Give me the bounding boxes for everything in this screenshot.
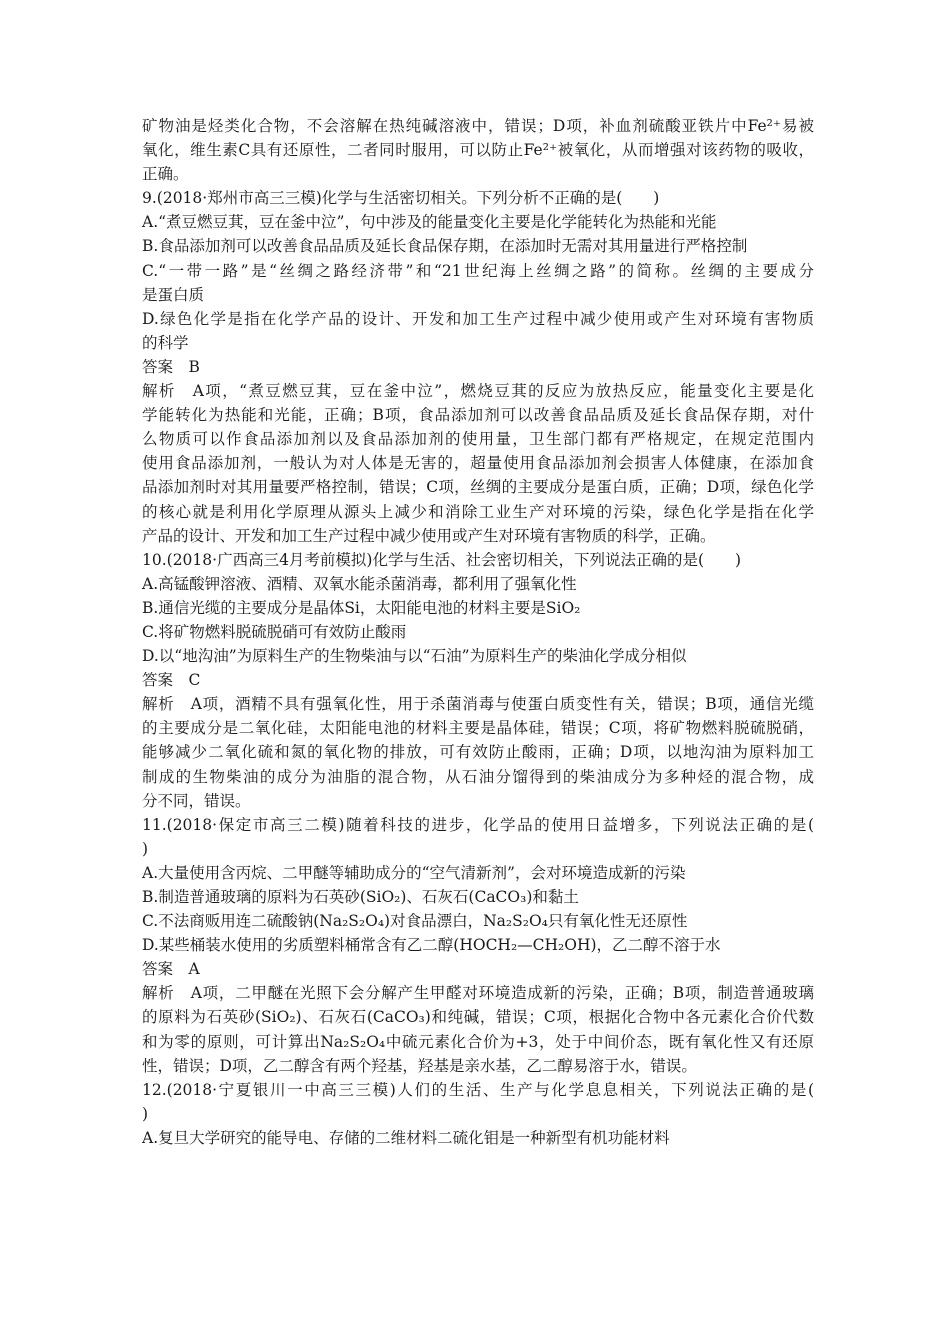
answer-10: 答案 C [142, 671, 201, 690]
question-9-stem: 9.(2018·郑州市高三三模)化学与生活密切相关。下列分析不正确的是( ) [142, 189, 660, 208]
analysis-line: 产品的设计、开发和加工生产过程中减少使用或产生对环境有害物质的科学，正确。 [142, 526, 716, 545]
analysis-line: 么物质可以作食品添加剂以及食品添加剂的使用量，卫生部门都有严格规定，在规定范围内 [142, 430, 814, 449]
analysis-line: 学能转化为热能和光能，正确；B项，食品添加剂可以改善食品品质及延长食品保存期，对什 [142, 406, 814, 425]
option-c: C.将矿物燃料脱硫脱硝可有效防止酸雨 [142, 622, 407, 641]
analysis-line: 的原料为石英砂(SiO₂)、石灰石(CaCO₃)和纯碱，错误；C项，根据化合物中各元素化合价代数 [142, 1008, 814, 1027]
option-b: B.食品添加剂可以改善食品品质及延长食品保存期，在添加时无需对其用量进行严格控制 [142, 237, 748, 256]
option-a: A.“煮豆燃豆萁，豆在釜中泣”，句中涉及的能量变化主要是化学能转化为热能和光能 [142, 213, 717, 232]
option-c: C.不法商贩用连二硫酸钠(Na₂S₂O₄)对食品漂白，Na₂S₂O₄只有氧化性无还原性 [142, 912, 688, 931]
option-a: A.高锰酸钾溶液、酒精、双氧水能杀菌消毒，都利用了强氧化性 [142, 574, 577, 593]
analysis-line: 能够减少二氧化硫和氮的氧化物的排放，可有效防止酸雨，正确；D项，以地沟油为原料加工 [142, 743, 814, 762]
analysis-line: 和为零的原则，可计算出Na₂S₂O₄中硫元素化合价为+3，处于中间价态，既有氧化性又有还原 [142, 1032, 814, 1051]
analysis-line: 的核心就是利用化学原理从源头上减少和消除工业生产对环境的污染，绿色化学是指在化学 [142, 502, 814, 521]
option-d-cont: 的科学 [142, 333, 189, 352]
answer-11: 答案 A [142, 960, 200, 979]
analysis-11: 解析 A项，二甲醚在光照下会分解产生甲醛对环境造成新的污染，正确；B项，制造普通玻璃 [142, 984, 814, 1003]
option-d: D.某些桶装水使用的劣质塑料桶常含有乙二醇(HOCH₂—CH₂OH)，乙二醇不溶于水 [142, 936, 721, 955]
text-line: 氧化，维生素C具有还原性，二者同时服用，可以防止Fe²⁺被氧化，从而增强对该药物的吸收， [142, 141, 814, 160]
analysis-line: 分不同，错误。 [142, 791, 251, 810]
answer-9: 答案 B [142, 357, 200, 376]
option-d: D.以“地沟油”为原料生产的生物柴油与以“石油”为原料生产的柴油化学成分相似 [142, 647, 687, 666]
option-a: A.大量使用含丙烷、二甲醚等辅助成分的“空气清新剂”，会对环境造成新的污染 [142, 863, 686, 882]
analysis-line: 性，错误；D项，乙二醇含有两个羟基，羟基是亲水基，乙二醇易溶于水，错误。 [142, 1056, 697, 1075]
text-line: 矿物油是烃类化合物，不会溶解在热纯碱溶液中，错误；D项，补血剂硫酸亚铁片中Fe²⁺易被 [142, 117, 814, 135]
option-b: B.制造普通玻璃的原料为石英砂(SiO₂)、石灰石(CaCO₃)和黏土 [142, 888, 579, 906]
question-11-stem-cont: ) [142, 839, 149, 858]
text-line: 正确。 [142, 165, 189, 184]
analysis-9: 解析 A项，“煮豆燃豆萁，豆在釜中泣”，燃烧豆萁的反应为放热反应，能量变化主要是化 [142, 382, 814, 401]
option-b: B.通信光缆的主要成分是晶体Si，太阳能电池的材料主要是SiO₂ [142, 598, 581, 617]
analysis-line: 使用食品添加剂，一般认为对人体是无害的，超量使用食品添加剂会损害人体健康，在添加食 [142, 454, 814, 473]
question-12-stem-cont: ) [142, 1104, 149, 1123]
option-c-cont: 是蛋白质 [142, 285, 205, 304]
question-12-stem: 12.(2018·宁夏银川一中高三三模)人们的生活、生产与化学息息相关，下列说法正确的是( [142, 1080, 814, 1099]
option-d: D.绿色化学是指在化学产品的设计、开发和加工生产过程中减少使用或产生对环境有害物质 [142, 309, 814, 328]
analysis-line: 的主要成分是二氧化硅，太阳能电池的材料主要是晶体硅，错误；C项，将矿物燃料脱硫脱硝， [142, 719, 814, 738]
question-10-stem: 10.(2018·广西高三4月考前模拟)化学与生活、社会密切相关，下列说法正确的是( ) [142, 550, 742, 569]
option-c: C.“一带一路”是“丝绸之路经济带”和“21世纪海上丝绸之路”的简称。丝绸的主要成分 [142, 261, 814, 280]
analysis-10: 解析 A项，酒精不具有强氧化性，用于杀菌消毒与使蛋白质变性有关，错误；B项，通信光缆 [142, 695, 814, 714]
document-page [142, 114, 814, 1150]
option-a: A.复旦大学研究的能导电、存储的二维材料二硫化钼是一种新型有机功能材料 [142, 1128, 670, 1147]
analysis-line: 制成的生物柴油的成分为油脂的混合物，从石油分馏得到的柴油成分为多种烃的混合物，成 [142, 767, 814, 786]
analysis-line: 品添加剂时对其用量要严格控制，错误；C项，丝绸的主要成分是蛋白质，正确；D项，绿色化学 [142, 478, 814, 497]
question-11-stem: 11.(2018·保定市高三二模)随着科技的进步，化学品的使用日益增多，下列说法正确的是( [142, 815, 814, 834]
